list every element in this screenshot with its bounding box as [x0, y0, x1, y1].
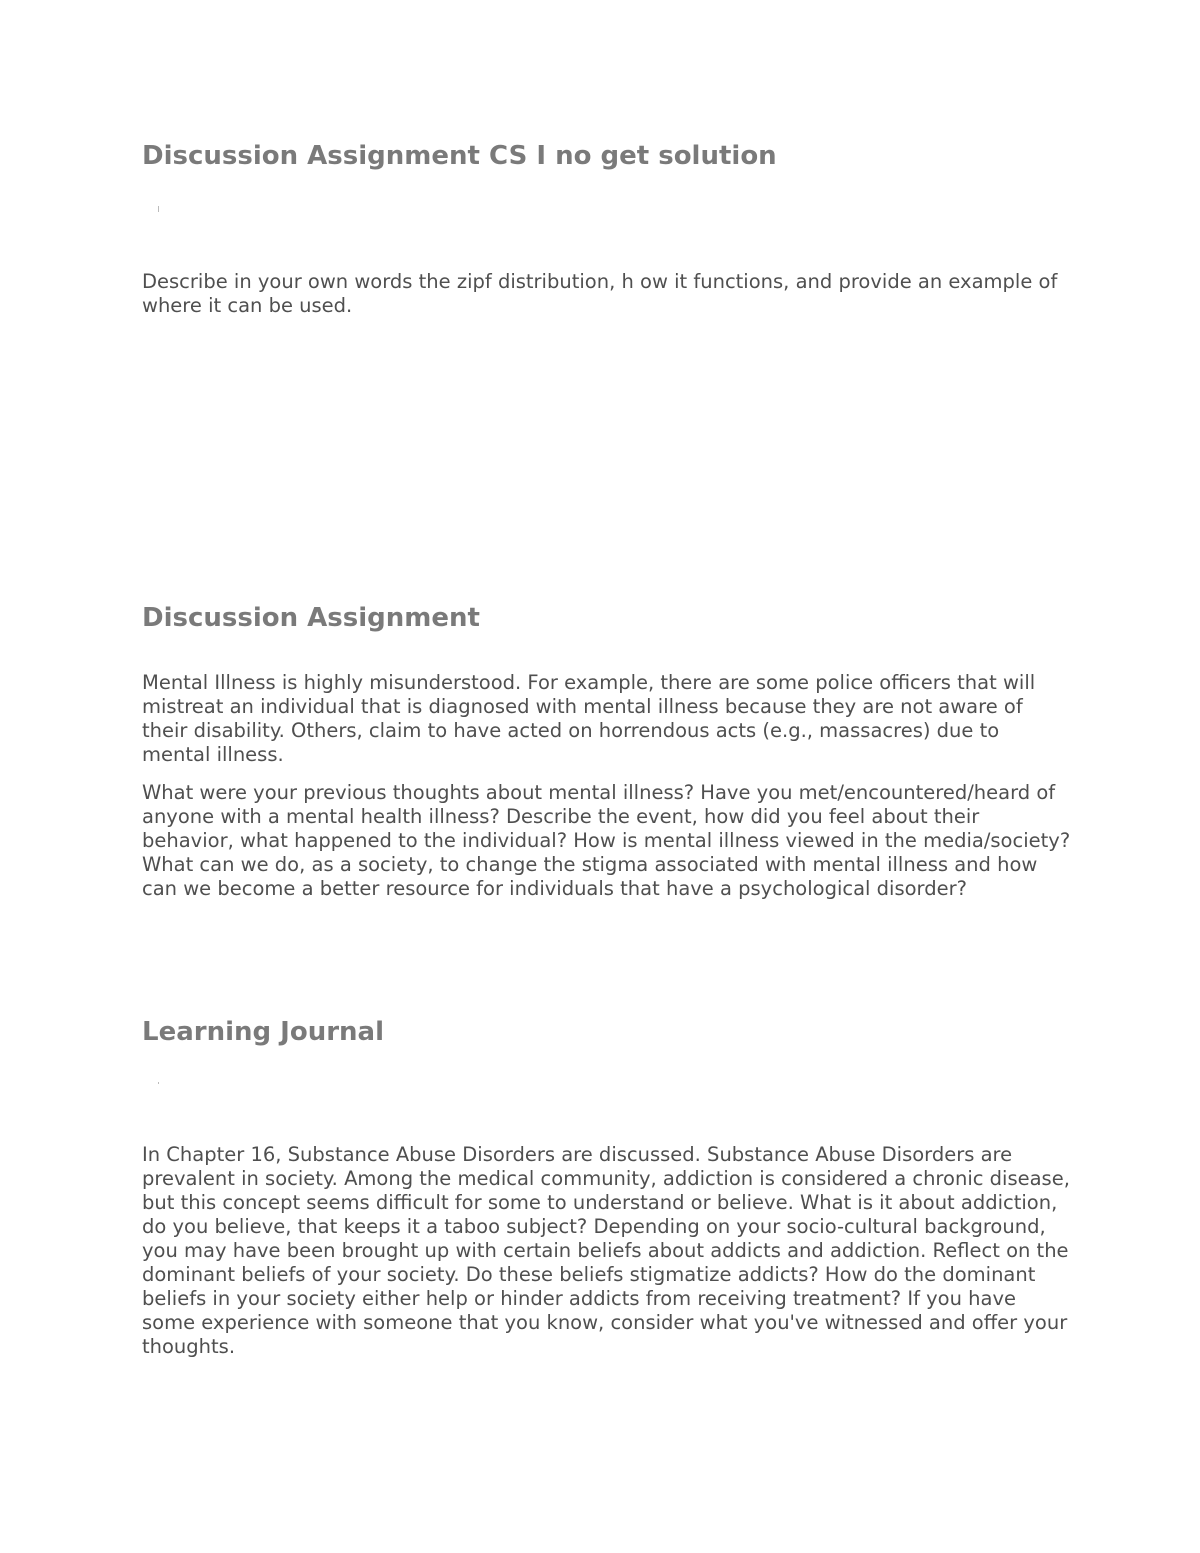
substance-abuse-paragraph: In Chapter 16, Substance Abuse Disorders are discussed. Substance Abuse Disorders are prevalent in society. Among the medical community, addiction is considered a chronic disease, but this concept seems difficult for some to understand or believe. What is it about addiction, do you believe, that keeps it a taboo subject? Depending on your socio-cultural background, you may have been brought up with certain beliefs about addicts and addiction. Reflect on the dominant beliefs of your society. Do these beliefs stigmatize addicts? How do the dominant beliefs in your society either help or hinder addicts from receiving treatment? If you have some experience with someone that you know, consider what you've witnessed and offer your thoughts.	[142, 1143, 1070, 1358]
heading-discussion-assignment: Discussion Assignment	[142, 603, 480, 633]
zipf-prompt-paragraph: Describe in your own words the zipf distribution, h ow it functions, and provide an example of where it can be used.	[142, 270, 1058, 317]
heading-learning-journal: Learning Journal	[142, 1017, 384, 1047]
mental-illness-questions-paragraph: What were your previous thoughts about mental illness? Have you met/encountered/heard of anyone with a mental health illness? Describe the event, how did you feel about their behavior, what happened to the individual? How is mental illness viewed in the media/society? What can we do, as a society, to change the stigma associated with mental illness and how can we become a better resource for individuals that have a psychological disorder?	[142, 781, 1071, 900]
stray-mark	[158, 1082, 159, 1084]
mental-illness-intro-paragraph: Mental Illness is highly misunderstood. For example, there are some police officers that will mistreat an individual that is diagnosed with mental illness because they are not aware of their disability. Others, claim to have acted on horrendous acts (e.g., massacres) due to mental illness.	[142, 671, 1036, 766]
heading-discussion-assignment-cs: Discussion Assignment CS I no get solution	[142, 141, 777, 171]
stray-mark	[158, 206, 159, 212]
